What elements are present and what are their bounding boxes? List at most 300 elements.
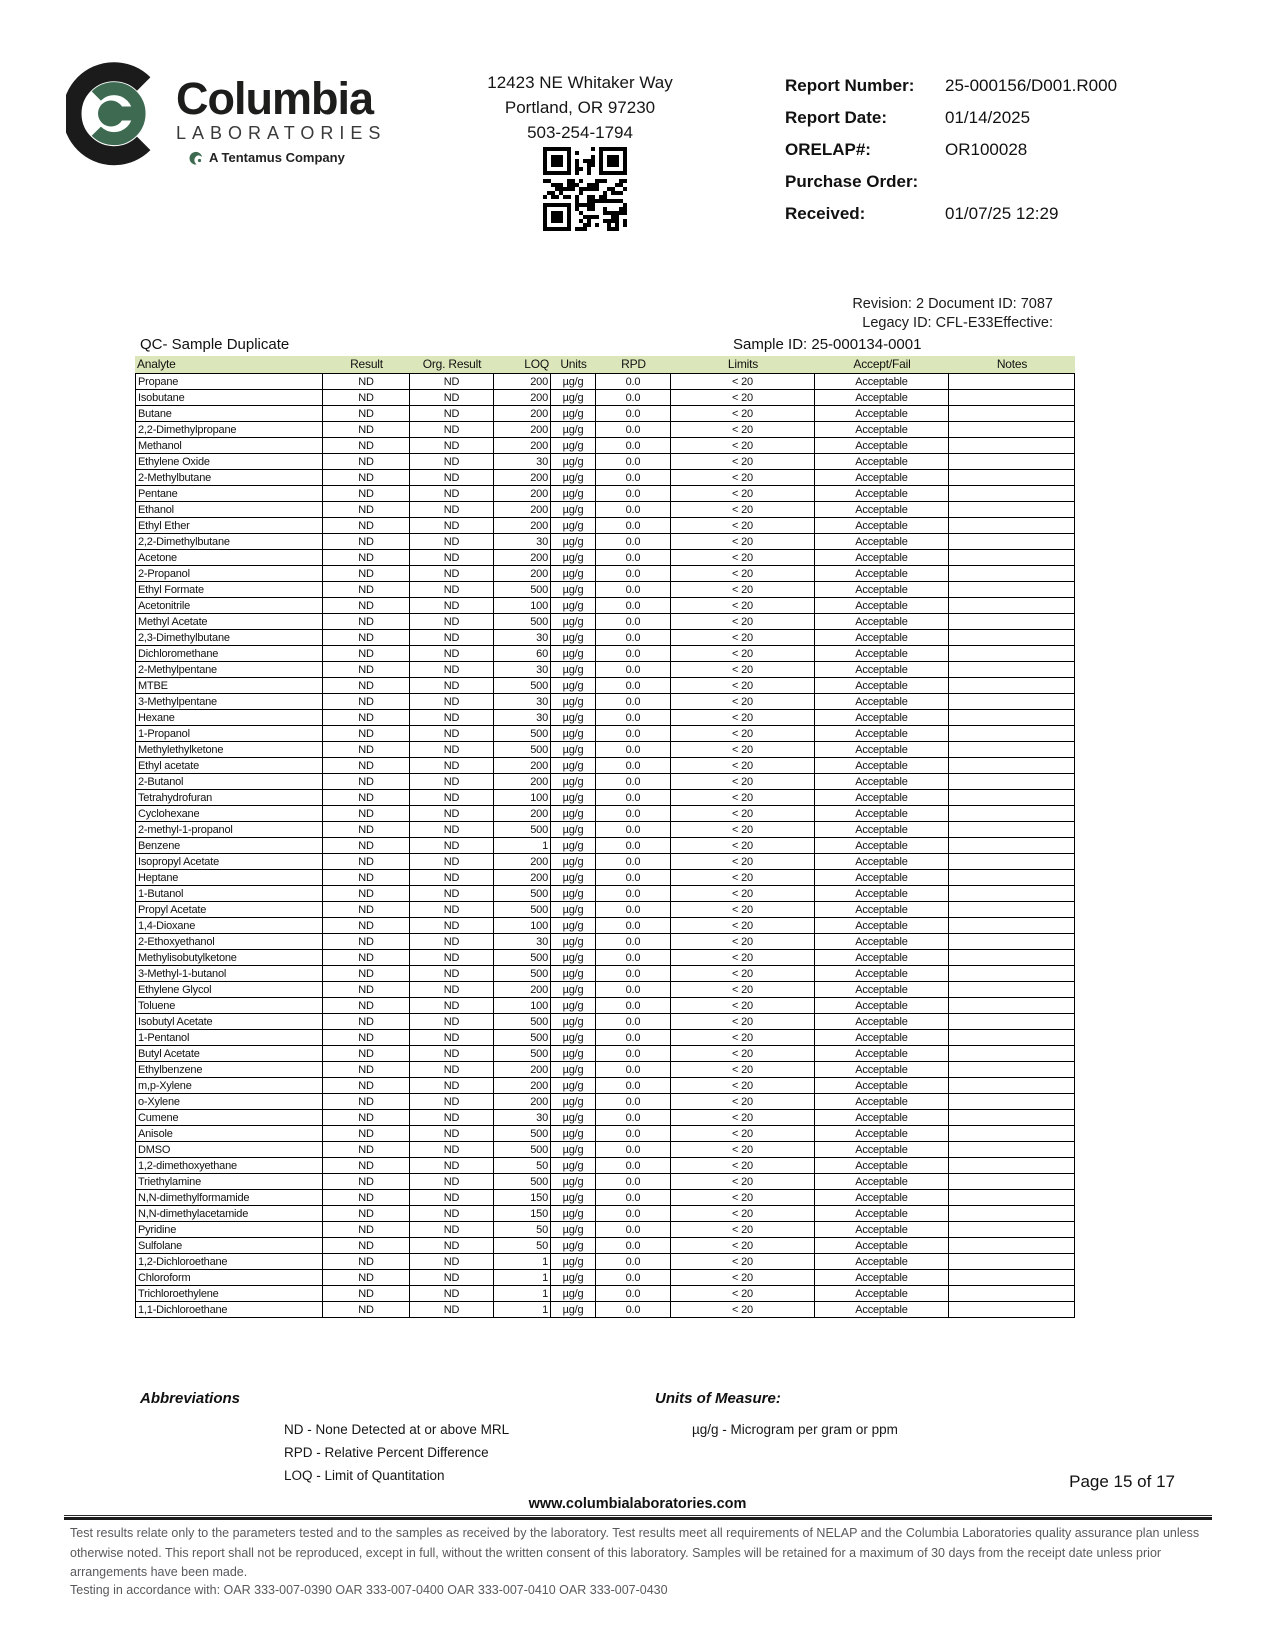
cell-limits: < 20	[671, 1078, 815, 1094]
cell-result: ND	[323, 1254, 410, 1270]
cell-loq: 30	[494, 534, 551, 550]
cell-limits: < 20	[671, 710, 815, 726]
cell-analyte: Sulfolane	[135, 1238, 323, 1254]
cell-limits: < 20	[671, 1270, 815, 1286]
cell-loq: 1	[494, 1302, 551, 1318]
table-row	[135, 1014, 1075, 1030]
cell-result: ND	[323, 710, 410, 726]
cell-loq: 200	[494, 774, 551, 790]
cell-rpd: 0.0	[596, 998, 671, 1014]
cell-org-result: ND	[410, 982, 494, 998]
cell-rpd: 0.0	[596, 390, 671, 406]
cell-limits: < 20	[671, 1174, 815, 1190]
report-info-row	[785, 172, 1117, 204]
cell-notes	[949, 1094, 1075, 1110]
report-info-row	[785, 140, 1117, 172]
cell-result: ND	[323, 838, 410, 854]
cell-loq: 500	[494, 1142, 551, 1158]
cell-org-result: ND	[410, 1142, 494, 1158]
cell-accept-fail: Acceptable	[815, 758, 949, 774]
cell-org-result: ND	[410, 870, 494, 886]
cell-notes	[949, 1030, 1075, 1046]
logo-name: Columbia	[176, 73, 374, 124]
table-row	[135, 1030, 1075, 1046]
cell-units: µg/g	[551, 486, 596, 502]
cell-accept-fail: Acceptable	[815, 1158, 949, 1174]
cell-loq: 1	[494, 1286, 551, 1302]
cell-org-result: ND	[410, 838, 494, 854]
cell-analyte: Methylethylketone	[135, 742, 323, 758]
report-number-label: Report Number:	[785, 76, 915, 95]
cell-limits: < 20	[671, 1302, 815, 1318]
units-list	[692, 1418, 898, 1441]
cell-accept-fail: Acceptable	[815, 550, 949, 566]
cell-result: ND	[323, 966, 410, 982]
table-header-row	[135, 356, 1075, 374]
cell-units: µg/g	[551, 1190, 596, 1206]
cell-units: µg/g	[551, 726, 596, 742]
table-row	[135, 534, 1075, 550]
cell-rpd: 0.0	[596, 694, 671, 710]
cell-notes	[949, 502, 1075, 518]
column-header-units: Units	[551, 356, 596, 374]
cell-units: µg/g	[551, 598, 596, 614]
cell-result: ND	[323, 1046, 410, 1062]
cell-notes	[949, 614, 1075, 630]
cell-loq: 500	[494, 1174, 551, 1190]
table-row	[135, 902, 1075, 918]
cell-units: µg/g	[551, 438, 596, 454]
cell-loq: 200	[494, 406, 551, 422]
cell-accept-fail: Acceptable	[815, 502, 949, 518]
column-header-rpd: RPD	[596, 356, 671, 374]
cell-analyte: 2-Propanol	[135, 566, 323, 582]
cell-limits: < 20	[671, 630, 815, 646]
lab-address	[430, 70, 730, 145]
cell-units: µg/g	[551, 662, 596, 678]
cell-analyte: 1,2-Dichloroethane	[135, 1254, 323, 1270]
cell-result: ND	[323, 662, 410, 678]
cell-result: ND	[323, 1206, 410, 1222]
cell-units: µg/g	[551, 902, 596, 918]
cell-loq: 200	[494, 758, 551, 774]
cell-analyte: Ethyl acetate	[135, 758, 323, 774]
cell-units: µg/g	[551, 1286, 596, 1302]
table-row	[135, 374, 1075, 390]
address-line-2: Portland, OR 97230	[504, 98, 656, 117]
cell-analyte: Hexane	[135, 710, 323, 726]
cell-units: µg/g	[551, 1174, 596, 1190]
cell-notes	[949, 630, 1075, 646]
cell-accept-fail: Acceptable	[815, 1238, 949, 1254]
cell-units: µg/g	[551, 838, 596, 854]
cell-rpd: 0.0	[596, 566, 671, 582]
cell-loq: 200	[494, 422, 551, 438]
cell-limits: < 20	[671, 694, 815, 710]
cell-loq: 200	[494, 982, 551, 998]
table-row	[135, 518, 1075, 534]
disclaimer-text: Test results relate only to the parameters tested and to the samples as received by the laboratory. Test results meet all requirements of NELAP and the Columbia Laboratories quality assurance plan unless otherwise noted. This report shall not be reproduced, except in full, without the written consent of this laboratory. Samples will be retained for a maximum of 30 days from the receipt date unless prior arrangements have been made.	[70, 1526, 1200, 1579]
cell-notes	[949, 1046, 1075, 1062]
cell-analyte: 1-Propanol	[135, 726, 323, 742]
cell-org-result: ND	[410, 1062, 494, 1078]
cell-org-result: ND	[410, 438, 494, 454]
cell-units: µg/g	[551, 710, 596, 726]
cell-analyte: o-Xylene	[135, 1094, 323, 1110]
table-row	[135, 790, 1075, 806]
table-row	[135, 966, 1075, 982]
cell-limits: < 20	[671, 870, 815, 886]
cell-loq: 200	[494, 1078, 551, 1094]
cell-result: ND	[323, 854, 410, 870]
cell-limits: < 20	[671, 406, 815, 422]
cell-analyte: Benzene	[135, 838, 323, 854]
cell-loq: 500	[494, 886, 551, 902]
cell-notes	[949, 406, 1075, 422]
cell-limits: < 20	[671, 1190, 815, 1206]
cell-loq: 50	[494, 1238, 551, 1254]
cell-loq: 50	[494, 1158, 551, 1174]
cell-loq: 500	[494, 1126, 551, 1142]
cell-result: ND	[323, 806, 410, 822]
cell-limits: < 20	[671, 1286, 815, 1302]
cell-accept-fail: Acceptable	[815, 1254, 949, 1270]
cell-org-result: ND	[410, 678, 494, 694]
cell-rpd: 0.0	[596, 774, 671, 790]
cell-units: µg/g	[551, 390, 596, 406]
cell-loq: 500	[494, 1014, 551, 1030]
cell-analyte: Trichloroethylene	[135, 1286, 323, 1302]
cell-org-result: ND	[410, 374, 494, 390]
table-row	[135, 822, 1075, 838]
cell-notes	[949, 1078, 1075, 1094]
cell-analyte: Dichloromethane	[135, 646, 323, 662]
cell-units: µg/g	[551, 998, 596, 1014]
abbreviation-item: LOQ - Limit of Quantitation	[284, 1468, 445, 1483]
cell-org-result: ND	[410, 1270, 494, 1286]
cell-units: µg/g	[551, 582, 596, 598]
cell-org-result: ND	[410, 822, 494, 838]
cell-units: µg/g	[551, 1110, 596, 1126]
cell-units: µg/g	[551, 1142, 596, 1158]
cell-analyte: Butane	[135, 406, 323, 422]
cell-accept-fail: Acceptable	[815, 662, 949, 678]
cell-org-result: ND	[410, 918, 494, 934]
table-row	[135, 758, 1075, 774]
cell-units: µg/g	[551, 966, 596, 982]
cell-org-result: ND	[410, 998, 494, 1014]
cell-org-result: ND	[410, 422, 494, 438]
cell-accept-fail: Acceptable	[815, 886, 949, 902]
cell-analyte: Ethylbenzene	[135, 1062, 323, 1078]
cell-notes	[949, 422, 1075, 438]
cell-result: ND	[323, 950, 410, 966]
cell-accept-fail: Acceptable	[815, 1270, 949, 1286]
cell-result: ND	[323, 1270, 410, 1286]
cell-analyte: Pyridine	[135, 1222, 323, 1238]
cell-rpd: 0.0	[596, 886, 671, 902]
cell-loq: 100	[494, 790, 551, 806]
footer-rule	[64, 1515, 1212, 1520]
cell-notes	[949, 1270, 1075, 1286]
cell-units: µg/g	[551, 934, 596, 950]
cell-analyte: 3-Methylpentane	[135, 694, 323, 710]
document-meta	[852, 295, 1053, 333]
cell-notes	[949, 646, 1075, 662]
cell-rpd: 0.0	[596, 470, 671, 486]
cell-rpd: 0.0	[596, 502, 671, 518]
cell-analyte: Isobutane	[135, 390, 323, 406]
cell-limits: < 20	[671, 726, 815, 742]
tentamus-tagline	[188, 150, 386, 166]
cell-org-result: ND	[410, 1190, 494, 1206]
cell-limits: < 20	[671, 646, 815, 662]
cell-rpd: 0.0	[596, 902, 671, 918]
cell-limits: < 20	[671, 1254, 815, 1270]
cell-notes	[949, 758, 1075, 774]
cell-org-result: ND	[410, 534, 494, 550]
cell-accept-fail: Acceptable	[815, 1094, 949, 1110]
cell-units: µg/g	[551, 630, 596, 646]
cell-units: µg/g	[551, 678, 596, 694]
cell-notes	[949, 694, 1075, 710]
cell-result: ND	[323, 406, 410, 422]
cell-notes	[949, 822, 1075, 838]
cell-org-result: ND	[410, 1238, 494, 1254]
cell-rpd: 0.0	[596, 1142, 671, 1158]
cell-notes	[949, 1286, 1075, 1302]
cell-accept-fail: Acceptable	[815, 902, 949, 918]
cell-org-result: ND	[410, 694, 494, 710]
cell-result: ND	[323, 694, 410, 710]
cell-org-result: ND	[410, 662, 494, 678]
cell-loq: 200	[494, 438, 551, 454]
table-row	[135, 454, 1075, 470]
table-row	[135, 838, 1075, 854]
cell-loq: 200	[494, 566, 551, 582]
cell-accept-fail: Acceptable	[815, 1030, 949, 1046]
cell-accept-fail: Acceptable	[815, 598, 949, 614]
cell-limits: < 20	[671, 614, 815, 630]
cell-analyte: Methyl Acetate	[135, 614, 323, 630]
report-info	[785, 76, 1117, 236]
cell-accept-fail: Acceptable	[815, 1302, 949, 1318]
cell-org-result: ND	[410, 614, 494, 630]
cell-analyte: 2,3-Dimethylbutane	[135, 630, 323, 646]
table-row	[135, 726, 1075, 742]
cell-rpd: 0.0	[596, 822, 671, 838]
cell-units: µg/g	[551, 886, 596, 902]
cell-units: µg/g	[551, 1206, 596, 1222]
cell-org-result: ND	[410, 774, 494, 790]
cell-notes	[949, 774, 1075, 790]
cell-notes	[949, 678, 1075, 694]
cell-analyte: Acetonitrile	[135, 598, 323, 614]
cell-org-result: ND	[410, 1174, 494, 1190]
cell-loq: 30	[494, 662, 551, 678]
cell-org-result: ND	[410, 1302, 494, 1318]
cell-loq: 200	[494, 374, 551, 390]
cell-result: ND	[323, 870, 410, 886]
cell-loq: 100	[494, 598, 551, 614]
cell-rpd: 0.0	[596, 1254, 671, 1270]
table-row	[135, 486, 1075, 502]
cell-limits: < 20	[671, 1142, 815, 1158]
table-row	[135, 1302, 1075, 1318]
cell-units: µg/g	[551, 422, 596, 438]
cell-limits: < 20	[671, 1014, 815, 1030]
cell-result: ND	[323, 1238, 410, 1254]
cell-accept-fail: Acceptable	[815, 582, 949, 598]
cell-org-result: ND	[410, 1126, 494, 1142]
cell-notes	[949, 374, 1075, 390]
cell-result: ND	[323, 390, 410, 406]
table-row	[135, 918, 1075, 934]
cell-analyte: 2-methyl-1-propanol	[135, 822, 323, 838]
cell-units: µg/g	[551, 646, 596, 662]
cell-notes	[949, 1206, 1075, 1222]
cell-accept-fail: Acceptable	[815, 790, 949, 806]
cell-loq: 500	[494, 822, 551, 838]
cell-notes	[949, 870, 1075, 886]
cell-result: ND	[323, 1030, 410, 1046]
cell-analyte: 2,2-Dimethylbutane	[135, 534, 323, 550]
cell-rpd: 0.0	[596, 1302, 671, 1318]
table-row	[135, 390, 1075, 406]
cell-limits: < 20	[671, 502, 815, 518]
cell-org-result: ND	[410, 934, 494, 950]
cell-units: µg/g	[551, 1158, 596, 1174]
cell-units: µg/g	[551, 1238, 596, 1254]
cell-org-result: ND	[410, 1046, 494, 1062]
cell-loq: 200	[494, 518, 551, 534]
table-row	[135, 1254, 1075, 1270]
units-of-measure-title: Units of Measure:	[655, 1390, 781, 1407]
table-row	[135, 406, 1075, 422]
cell-rpd: 0.0	[596, 1158, 671, 1174]
cell-notes	[949, 742, 1075, 758]
cell-analyte: N,N-dimethylformamide	[135, 1190, 323, 1206]
cell-accept-fail: Acceptable	[815, 406, 949, 422]
cell-loq: 50	[494, 1222, 551, 1238]
table-row	[135, 806, 1075, 822]
cell-loq: 150	[494, 1190, 551, 1206]
report-date-label: Report Date:	[785, 108, 888, 127]
cell-limits: < 20	[671, 534, 815, 550]
cell-accept-fail: Acceptable	[815, 1190, 949, 1206]
cell-org-result: ND	[410, 470, 494, 486]
cell-rpd: 0.0	[596, 646, 671, 662]
cell-notes	[949, 1222, 1075, 1238]
cell-result: ND	[323, 1062, 410, 1078]
table-row	[135, 1270, 1075, 1286]
cell-analyte: Heptane	[135, 870, 323, 886]
cell-units: µg/g	[551, 1222, 596, 1238]
cell-notes	[949, 838, 1075, 854]
cell-units: µg/g	[551, 614, 596, 630]
cell-loq: 200	[494, 486, 551, 502]
cell-limits: < 20	[671, 742, 815, 758]
cell-notes	[949, 566, 1075, 582]
cell-limits: < 20	[671, 758, 815, 774]
cell-accept-fail: Acceptable	[815, 646, 949, 662]
cell-rpd: 0.0	[596, 422, 671, 438]
cell-limits: < 20	[671, 1206, 815, 1222]
cell-result: ND	[323, 902, 410, 918]
column-header-result: Result	[323, 356, 410, 374]
cell-limits: < 20	[671, 678, 815, 694]
cell-org-result: ND	[410, 1222, 494, 1238]
cell-loq: 200	[494, 390, 551, 406]
cell-rpd: 0.0	[596, 1030, 671, 1046]
cell-rpd: 0.0	[596, 534, 671, 550]
table-row	[135, 1142, 1075, 1158]
table-row	[135, 1078, 1075, 1094]
cell-limits: < 20	[671, 822, 815, 838]
cell-accept-fail: Acceptable	[815, 1222, 949, 1238]
cell-analyte: Ethyl Formate	[135, 582, 323, 598]
cell-org-result: ND	[410, 518, 494, 534]
cell-rpd: 0.0	[596, 806, 671, 822]
cell-loq: 500	[494, 726, 551, 742]
cell-loq: 30	[494, 694, 551, 710]
table-row	[135, 422, 1075, 438]
cell-rpd: 0.0	[596, 854, 671, 870]
cell-units: µg/g	[551, 534, 596, 550]
cell-notes	[949, 1238, 1075, 1254]
cell-analyte: 2,2-Dimethylpropane	[135, 422, 323, 438]
cell-rpd: 0.0	[596, 1286, 671, 1302]
cell-notes	[949, 1142, 1075, 1158]
cell-rpd: 0.0	[596, 1174, 671, 1190]
cell-org-result: ND	[410, 726, 494, 742]
report-number-value: 25-000156/D001.R000	[945, 76, 1118, 95]
cell-analyte: 2-Ethoxyethanol	[135, 934, 323, 950]
cell-limits: < 20	[671, 598, 815, 614]
table-row	[135, 1094, 1075, 1110]
cell-analyte: 1,2-dimethoxyethane	[135, 1158, 323, 1174]
cell-loq: 200	[494, 1094, 551, 1110]
cell-analyte: Cumene	[135, 1110, 323, 1126]
cell-org-result: ND	[410, 710, 494, 726]
cell-rpd: 0.0	[596, 454, 671, 470]
cell-limits: < 20	[671, 774, 815, 790]
cell-accept-fail: Acceptable	[815, 966, 949, 982]
cell-accept-fail: Acceptable	[815, 1206, 949, 1222]
cell-accept-fail: Acceptable	[815, 438, 949, 454]
cell-accept-fail: Acceptable	[815, 374, 949, 390]
cell-limits: < 20	[671, 966, 815, 982]
logo-subtitle: LABORATORIES	[176, 123, 387, 143]
cell-notes	[949, 1126, 1075, 1142]
cell-notes	[949, 918, 1075, 934]
cell-rpd: 0.0	[596, 582, 671, 598]
cell-limits: < 20	[671, 1030, 815, 1046]
cell-loq: 1	[494, 838, 551, 854]
cell-loq: 1	[494, 1254, 551, 1270]
cell-limits: < 20	[671, 854, 815, 870]
cell-result: ND	[323, 982, 410, 998]
cell-limits: < 20	[671, 886, 815, 902]
cell-units: µg/g	[551, 870, 596, 886]
cell-analyte: N,N-dimethylacetamide	[135, 1206, 323, 1222]
cell-loq: 500	[494, 582, 551, 598]
cell-rpd: 0.0	[596, 1126, 671, 1142]
cell-analyte: 1-Butanol	[135, 886, 323, 902]
cell-notes	[949, 470, 1075, 486]
received-label: Received:	[785, 204, 866, 223]
cell-result: ND	[323, 758, 410, 774]
